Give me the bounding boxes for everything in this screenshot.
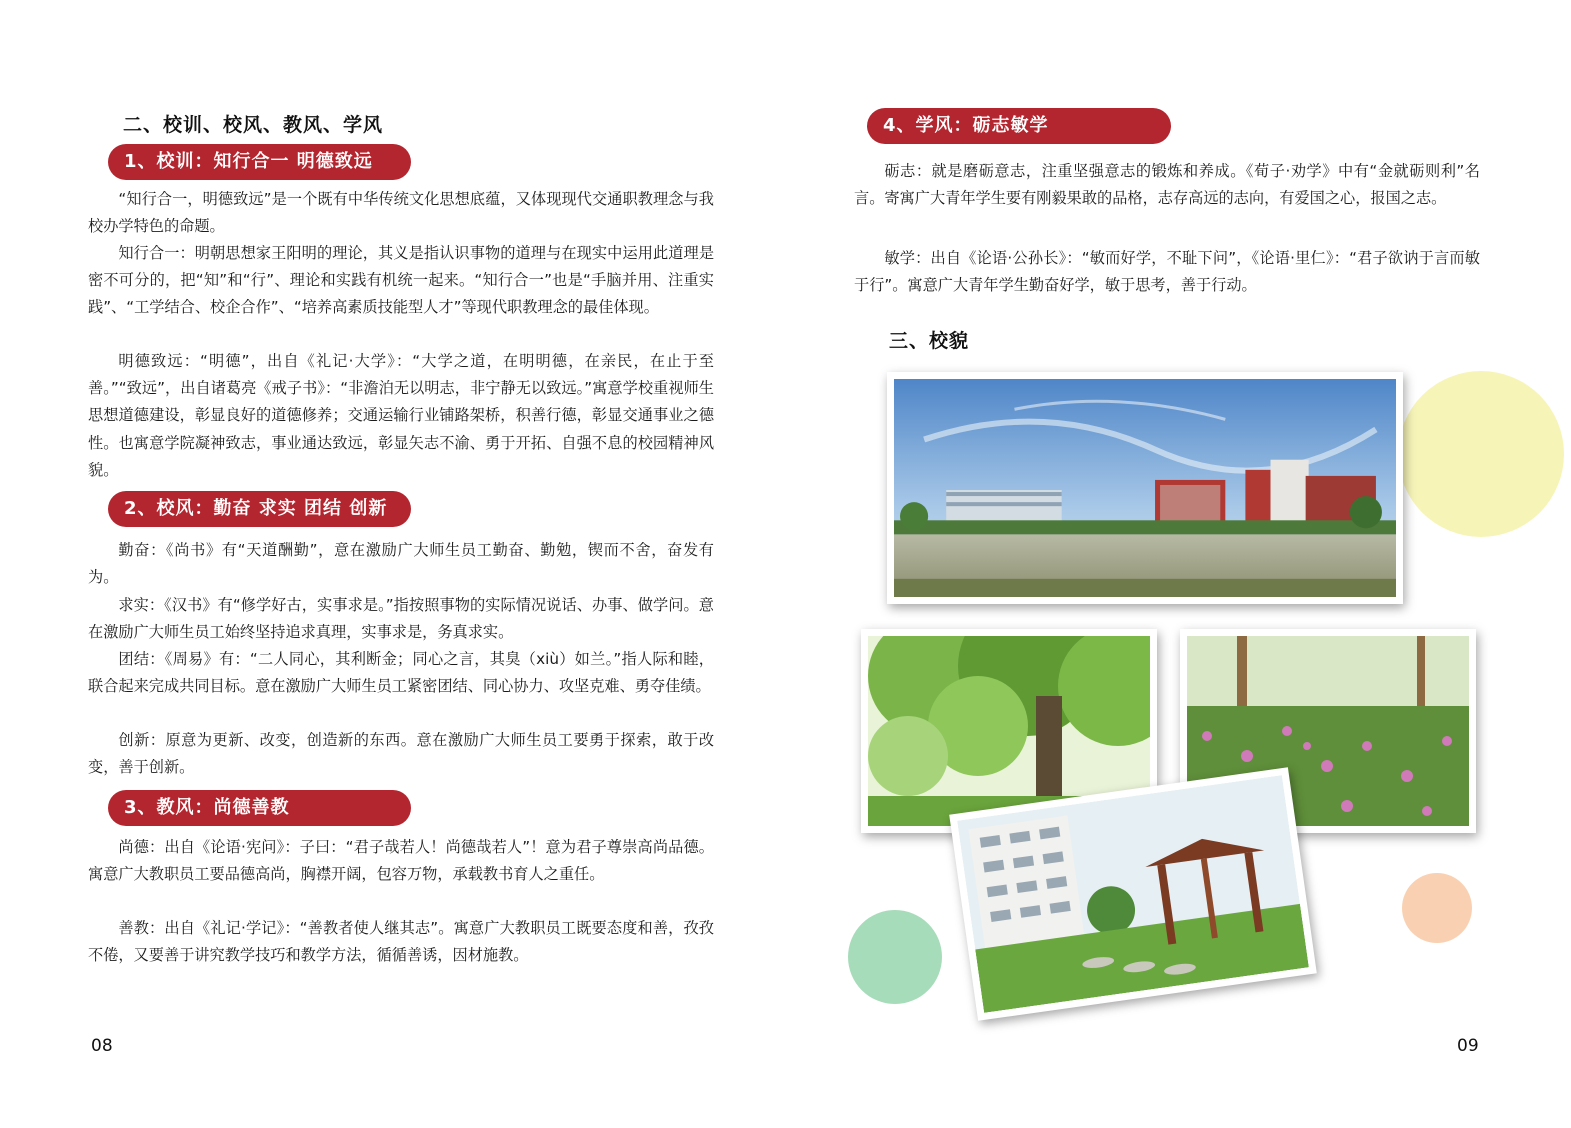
decor-circle-green — [848, 910, 942, 1004]
study-paragraph-2: 敏学：出自《论语·公孙长》：“敏而好学，不耻下问”，《论语·里仁》：“君子欲讷于言而敏于行”。寓意广大青年学生勤奋好学，敏于思考，善于行动。 — [854, 249, 1480, 295]
left-page — [0, 0, 785, 1128]
right-page — [786, 0, 1571, 1128]
heading-teaching-style: 3、教风：尚德善教 — [108, 790, 411, 826]
study-paragraph-1: 砺志：就是磨砺意志，注重坚强意志的锻炼和养成。《荀子·劝学》中有“金就砺则利”名言。寄寓广大青年学生要有刚毅果敢的品格，志存高远的志向，有爱国之心，报国之志。 — [854, 162, 1480, 208]
decor-circle-yellow — [1398, 371, 1564, 537]
motto-paragraph-3: 明德致远：“明德”，出自《礼记·大学》：“大学之道，在明明德，在亲民，在止于至善。”“致远”，出自诸葛亮《戒子书》：“非澹泊无以明志，非宁静无以致远。”寓意学校重视师生思想道德建设，彰显良好的道德修养；交通运输行业铺路架桥，积善行德，彰显交通事业之德性。也寓意学院凝神致志，事业通达致远，彰显矢志不渝、勇于开拓、自强不息的校园精神风貌。 — [88, 352, 714, 479]
teaching-paragraph-1: 尚德：出自《论语·宪问》：子曰：“君子哉若人！尚德哉若人”！意为君子尊崇高尚品德。寓意广大教职员工要品德高尚，胸襟开阔，包容万物，承载教书育人之重任。 — [88, 838, 714, 884]
heading-school-motto: 1、校训：知行合一 明德致远 — [108, 144, 411, 180]
heading-study-style: 4、学风：砺志敏学 — [867, 108, 1171, 144]
teaching-paragraph-2: 善教：出自《礼记·学记》：“善教者使人继其志”。寓意广大教职员工既要态度和善，孜孜不倦，又要善于讲究教学技巧和教学方法，循循善诱，因材施教。 — [88, 919, 714, 965]
page-number-left: 08 — [91, 1036, 113, 1056]
spirit-paragraph-4: 创新：原意为更新、改变，创造新的东西。意在激励广大师生员工要勇于探索，敢于改变，善于创新。 — [88, 731, 714, 777]
spirit-paragraph-3: 团结：《周易》有：“二人同心，其利断金；同心之言，其臭（xiù）如兰。”指人际和睦，联合起来完成共同目标。意在激励广大师生员工紧密团结、同心协力、攻坚克难、勇夺佳绩。 — [88, 650, 714, 696]
section-title-motto-and-styles: 二、校训、校风、教风、学风 — [123, 114, 384, 136]
motto-paragraph-2: 知行合一：明朝思想家王阳明的理论，其义是指认识事物的道理与在现实中运用此道理是密不可分的，把“知”和“行”、理论和实践有机统一起来。“知行合一”也是“手脑并用、注重实践”、“工学结合、校企合作”、“培养高素质技能型人才”等现代职教理念的最佳体现。 — [88, 244, 714, 317]
decor-circle-peach — [1402, 873, 1472, 943]
spirit-paragraph-2: 求实：《汉书》有“修学好古，实事求是。”指按照事物的实际情况说话、办事、做学问。意在激励广大师生员工始终坚持追求真理，实事求是，务真求实。 — [88, 596, 714, 642]
section-title-campus: 三、校貌 — [889, 330, 970, 352]
heading-school-spirit: 2、校风：勤奋 求实 团结 创新 — [108, 491, 411, 527]
campus-lake-photo — [887, 372, 1403, 604]
spirit-paragraph-1: 勤奋：《尚书》有“天道酬勤”，意在激励广大师生员工勤奋、勤勉，锲而不舍，奋发有为。 — [88, 541, 714, 587]
page-number-right: 09 — [1457, 1036, 1479, 1056]
motto-paragraph-1: “知行合一，明德致远”是一个既有中华传统文化思想底蕴，又体现现代交通职教理念与我校办学特色的命题。 — [88, 190, 714, 236]
